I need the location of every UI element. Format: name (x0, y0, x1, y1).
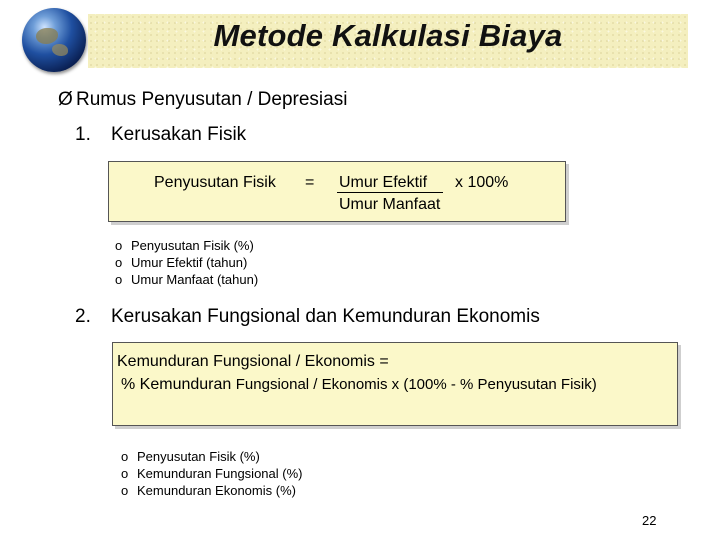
circle-bullet-icon: o (115, 238, 123, 253)
list-item: o Kemunduran Fungsional (%) (121, 466, 303, 481)
circle-bullet-icon: o (121, 466, 129, 481)
section-label: Kerusakan Fisik (111, 124, 247, 145)
list-item: o Penyusutan Fisik (%) (115, 238, 254, 253)
formula-lhs: Penyusutan Fisik (154, 174, 276, 191)
page-number: 22 (642, 513, 657, 528)
list-item: o Umur Efektif (tahun) (115, 255, 248, 270)
formula-equals: = (305, 174, 315, 191)
list-item: o Kemunduran Ekonomis (%) (121, 483, 296, 498)
formula-box-fungsional (112, 342, 678, 426)
list-item: o Penyusutan Fisik (%) (121, 449, 260, 464)
list-item: o Umur Manfaat (tahun) (115, 272, 259, 287)
formula-line-1: Kemunduran Fungsional / Ekonomis = (117, 353, 389, 370)
circle-bullet-icon: o (115, 272, 123, 287)
circle-bullet-icon: o (121, 483, 129, 498)
bullet-list (121, 448, 302, 499)
formula-box-fisik (108, 161, 566, 222)
bullet-list (115, 237, 258, 288)
formula-line-2-start: % Kemunduran (121, 376, 232, 393)
section-number: 1. (75, 124, 91, 145)
formula-denominator: Umur Manfaat (339, 196, 441, 213)
main-heading (58, 89, 347, 111)
main-heading-text: Rumus Penyusutan / Depresiasi (76, 89, 348, 110)
arrow-bullet-icon: Ø (58, 89, 73, 110)
circle-bullet-icon: o (121, 449, 129, 464)
formula-multiplier: x 100% (455, 174, 509, 191)
formula-line-2 (121, 376, 597, 394)
slide-title: Metode Kalkulasi Biaya (213, 18, 563, 53)
globe-land (52, 44, 68, 56)
globe-land (36, 28, 58, 44)
formula-numerator: Umur Efektif (337, 174, 443, 193)
globe-icon (22, 8, 86, 72)
formula-line-2-rest: Fungsional / Ekonomis x (100% - % Penyusutan Fisik) (235, 376, 597, 393)
section-number: 2. (75, 306, 91, 327)
section-label: Kerusakan Fungsional dan Kemunduran Ekonomis (111, 306, 540, 327)
circle-bullet-icon: o (115, 255, 123, 270)
